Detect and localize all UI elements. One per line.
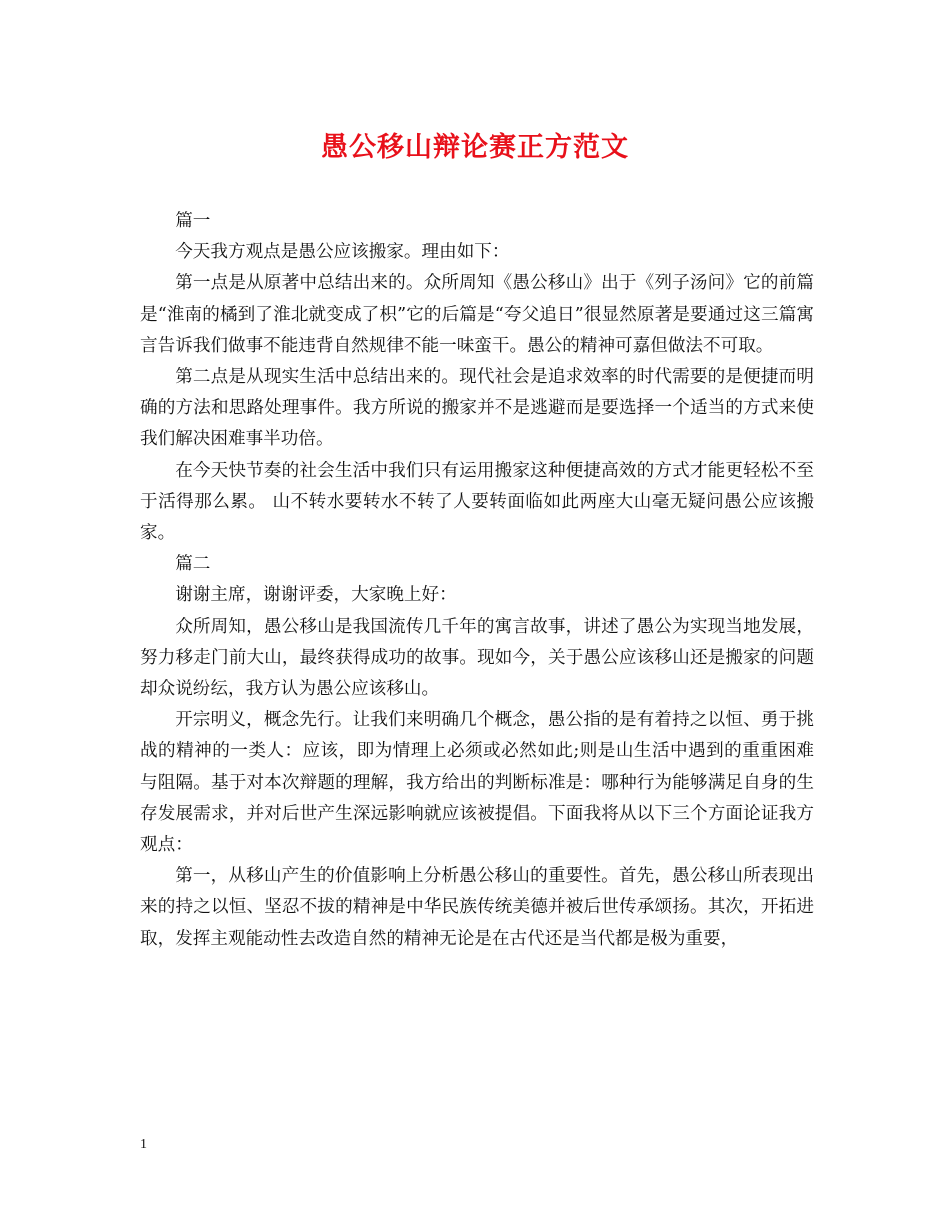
paragraph: 篇二 xyxy=(175,554,211,575)
document-body xyxy=(140,206,814,955)
paragraph: 开宗明义，概念先行。让我们来明确几个概念，愚公指的是有着持之以恒、勇于挑战的精神的一类人：应该，即为情理上必须或必然如此;则是山生活中遇到的重重困难与阻隔。基于对本次辩题的理解，我方给出的判断标准是：哪种行为能够满足自身的生存发展需求，并对后世产生深远影响就应该被提倡。下面我将从以下三个方面论证我方观点： xyxy=(140,710,814,856)
paragraph: 第一，从移山产生的价值影响上分析愚公移山的重要性。首先，愚公移山所表现出来的持之以恒、坚忍不拔的精神是中华民族传统美德并被后世传承颂扬。其次，开拓进取，发挥主观能动性去改造自然的精神无论是在古代还是当代都是极为重要， xyxy=(140,866,814,949)
paragraph: 第一点是从原著中总结出来的。众所周知《愚公移山》出于《列子汤问》它的前篇是“淮南的橘到了淮北就变成了枳”它的后篇是“夸父追日”很显然原著是要通过这三篇寓言告诉我们做事不能违背自然规律不能一味蛮干。愚公的精神可嘉但做法不可取。 xyxy=(140,273,814,356)
document-title: 愚公移山辩论赛正方范文 xyxy=(321,132,629,163)
paragraph: 篇一 xyxy=(175,211,211,231)
paragraph: 谢谢主席，谢谢评委，大家晚上好： xyxy=(175,585,457,606)
paragraph: 今天我方观点是愚公应该搬家。理由如下： xyxy=(175,242,510,263)
paragraph: 众所周知，愚公移山是我国流传几千年的寓言故事，讲述了愚公为实现当地发展，努力移走门前大山，最终获得成功的故事。现如今，关于愚公应该移山还是搬家的问题却众说纷纭，我方认为愚公应该移山。 xyxy=(140,616,814,700)
paragraph: 第二点是从现实生活中总结出来的。现代社会是追求效率的时代需要的是便捷而明确的方法和思路处理事件。我方所说的搬家并不是逃避而是要选择一个适当的方式来使我们解决困难事半功倍。 xyxy=(140,367,814,450)
paragraph: 在今天快节奏的社会生活中我们只有运用搬家这种便捷高效的方式才能更轻松不至于活得那么累。 山不转水要转水不转了人要转面临如此两座大山毫无疑问愚公应该搬家。 xyxy=(140,460,814,544)
page-number: 1 xyxy=(140,1137,147,1152)
